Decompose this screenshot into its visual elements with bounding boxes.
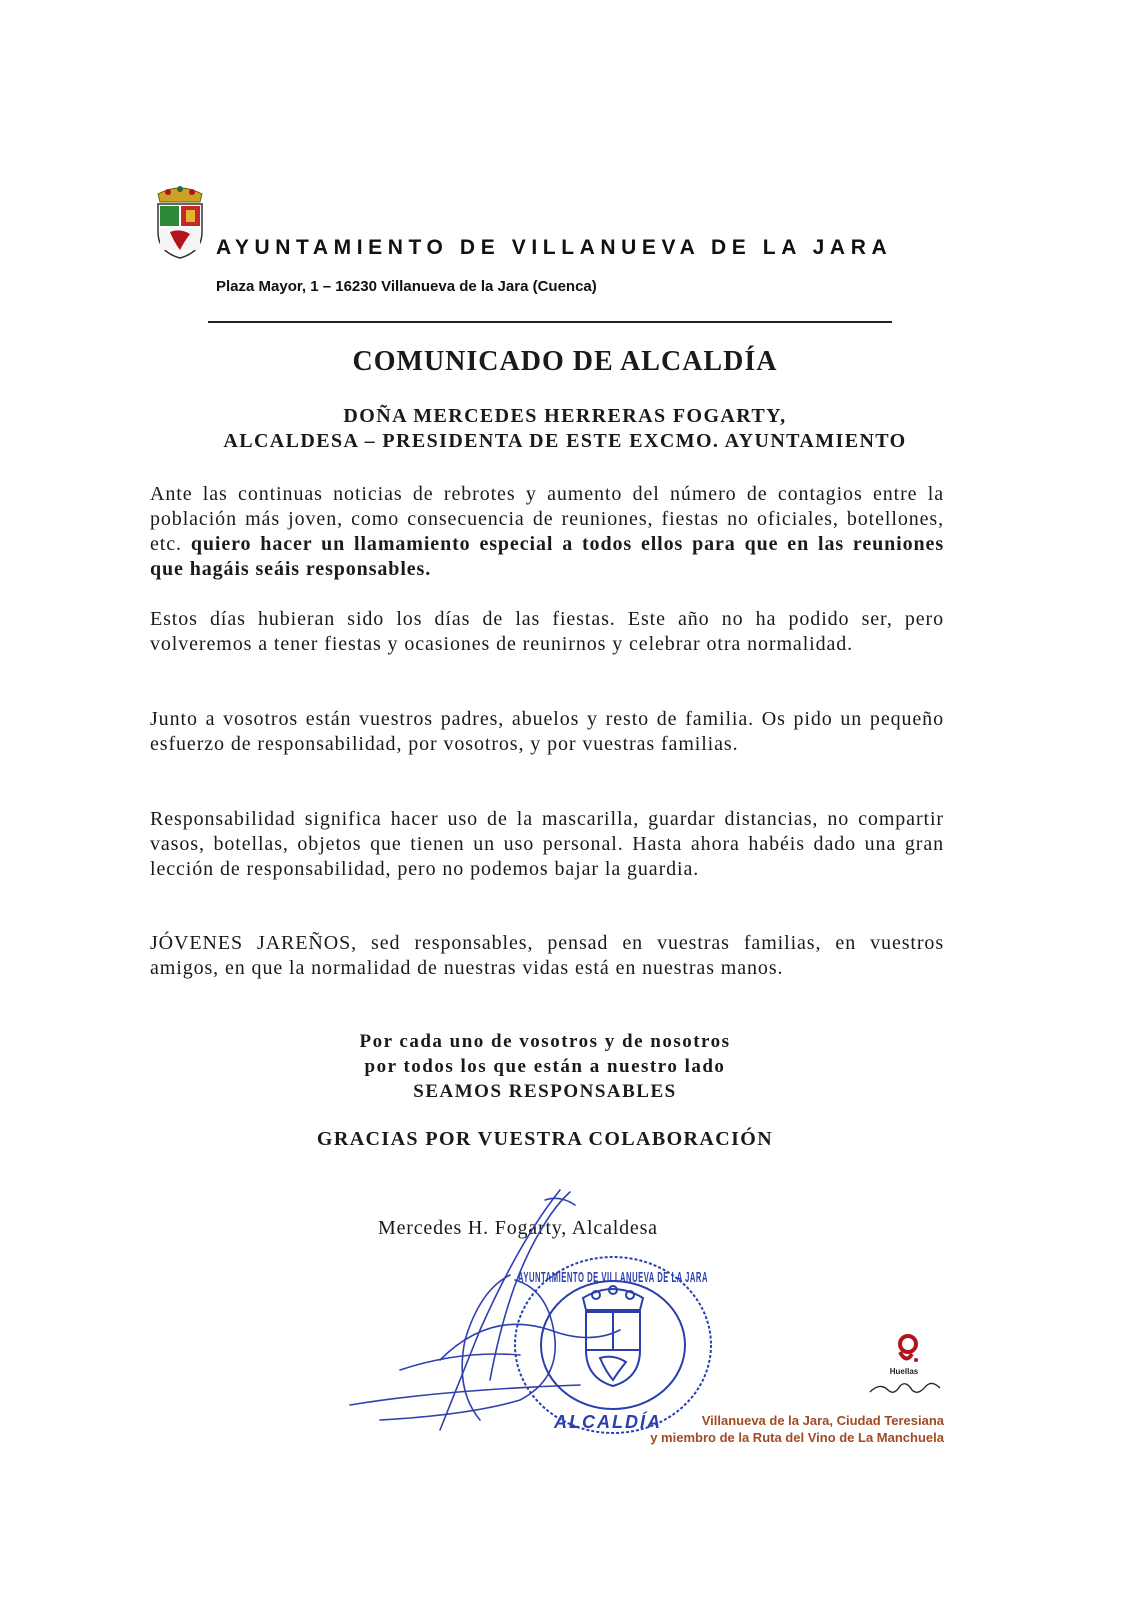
paragraph-5: JÓVENES JAREÑOS, sed responsables, pensad en vuestras familias, en vuestros amigos, en que la normalidad de nuestras vidas está en nuestras manos. — [150, 932, 944, 979]
paragraph-3: Junto a vosotros están vuestros padres, abuelos y resto de familia. Os pido un pequeño esfuerzo de responsabilidad, por vosotros, y por vuestras familias. — [150, 708, 944, 755]
paragraph-4: Responsabilidad significa hacer uso de la mascarilla, guardar distancias, no compartir vasos, botellas, objetos que tienen un uso personal. Hasta ahora habéis dado una gran lección de responsabilidad, pero no podemos bajar la guardia. — [150, 808, 944, 880]
seal-ring-top: AYUNTAMIENTO DE VILLANUEVA DE LA JARA — [518, 1269, 708, 1286]
paragraph-1-text: Ante las continuas noticias de rebrotes y aumento del número de contagios entre la población más joven, como consecuencia de reuniones, fiestas no oficiales, botellones, etc. — [150, 483, 944, 555]
header-divider — [208, 321, 892, 323]
huellas-logo — [860, 1330, 950, 1410]
logo-text: Huellas — [889, 1367, 919, 1376]
paragraph-2: Estos días hubieran sido los días de las fiestas. Este año no ha podido ser, pero volveremos a tener fiestas y ocasiones de reunirnos y celebrar otra normalidad. — [150, 608, 944, 655]
author-name: DOÑA MERCEDES HERRERAS FOGARTY, — [343, 405, 787, 427]
municipality-title: AYUNTAMIENTO DE VILLANUEVA DE LA JARA — [216, 236, 893, 259]
municipality-address: Plaza Mayor, 1 – 16230 Villanueva de la Jara (Cuenca) — [216, 278, 597, 295]
closing-line-2: por todos los que están a nuestro lado — [364, 1056, 726, 1077]
closing-block — [0, 1029, 1090, 1104]
closing-line-1: Por cada uno de vosotros y de nosotros — [359, 1031, 731, 1052]
author-block — [0, 404, 1130, 454]
footer-line-2: y miembro de la Ruta del Vino de La Manchuela — [650, 1430, 944, 1445]
footer-line-1: Villanueva de la Jara, Ciudad Teresiana — [701, 1413, 944, 1428]
paragraph-1-emphasis: quiero hacer un llamamiento especial a todos ellos para que en las reuniones que hagáis seáis responsables. — [150, 533, 944, 580]
paragraph-1 — [150, 482, 944, 582]
closing-line-3: SEAMOS RESPONSABLES — [413, 1081, 677, 1102]
document-title: COMUNICADO DE ALCALDÍA — [352, 346, 778, 377]
signer-name: Mercedes H. Fogarty, Alcaldesa — [378, 1217, 658, 1239]
thanks-line: GRACIAS POR VUESTRA COLABORACIÓN — [316, 1128, 774, 1150]
footer-credits — [640, 1412, 944, 1446]
author-position: ALCALDESA – PRESIDENTA DE ESTE EXCMO. AYUNTAMIENTO — [223, 430, 907, 452]
seal-ring-bottom: ALCALDÍA — [554, 1412, 662, 1432]
coat-of-arms-icon — [148, 180, 212, 260]
